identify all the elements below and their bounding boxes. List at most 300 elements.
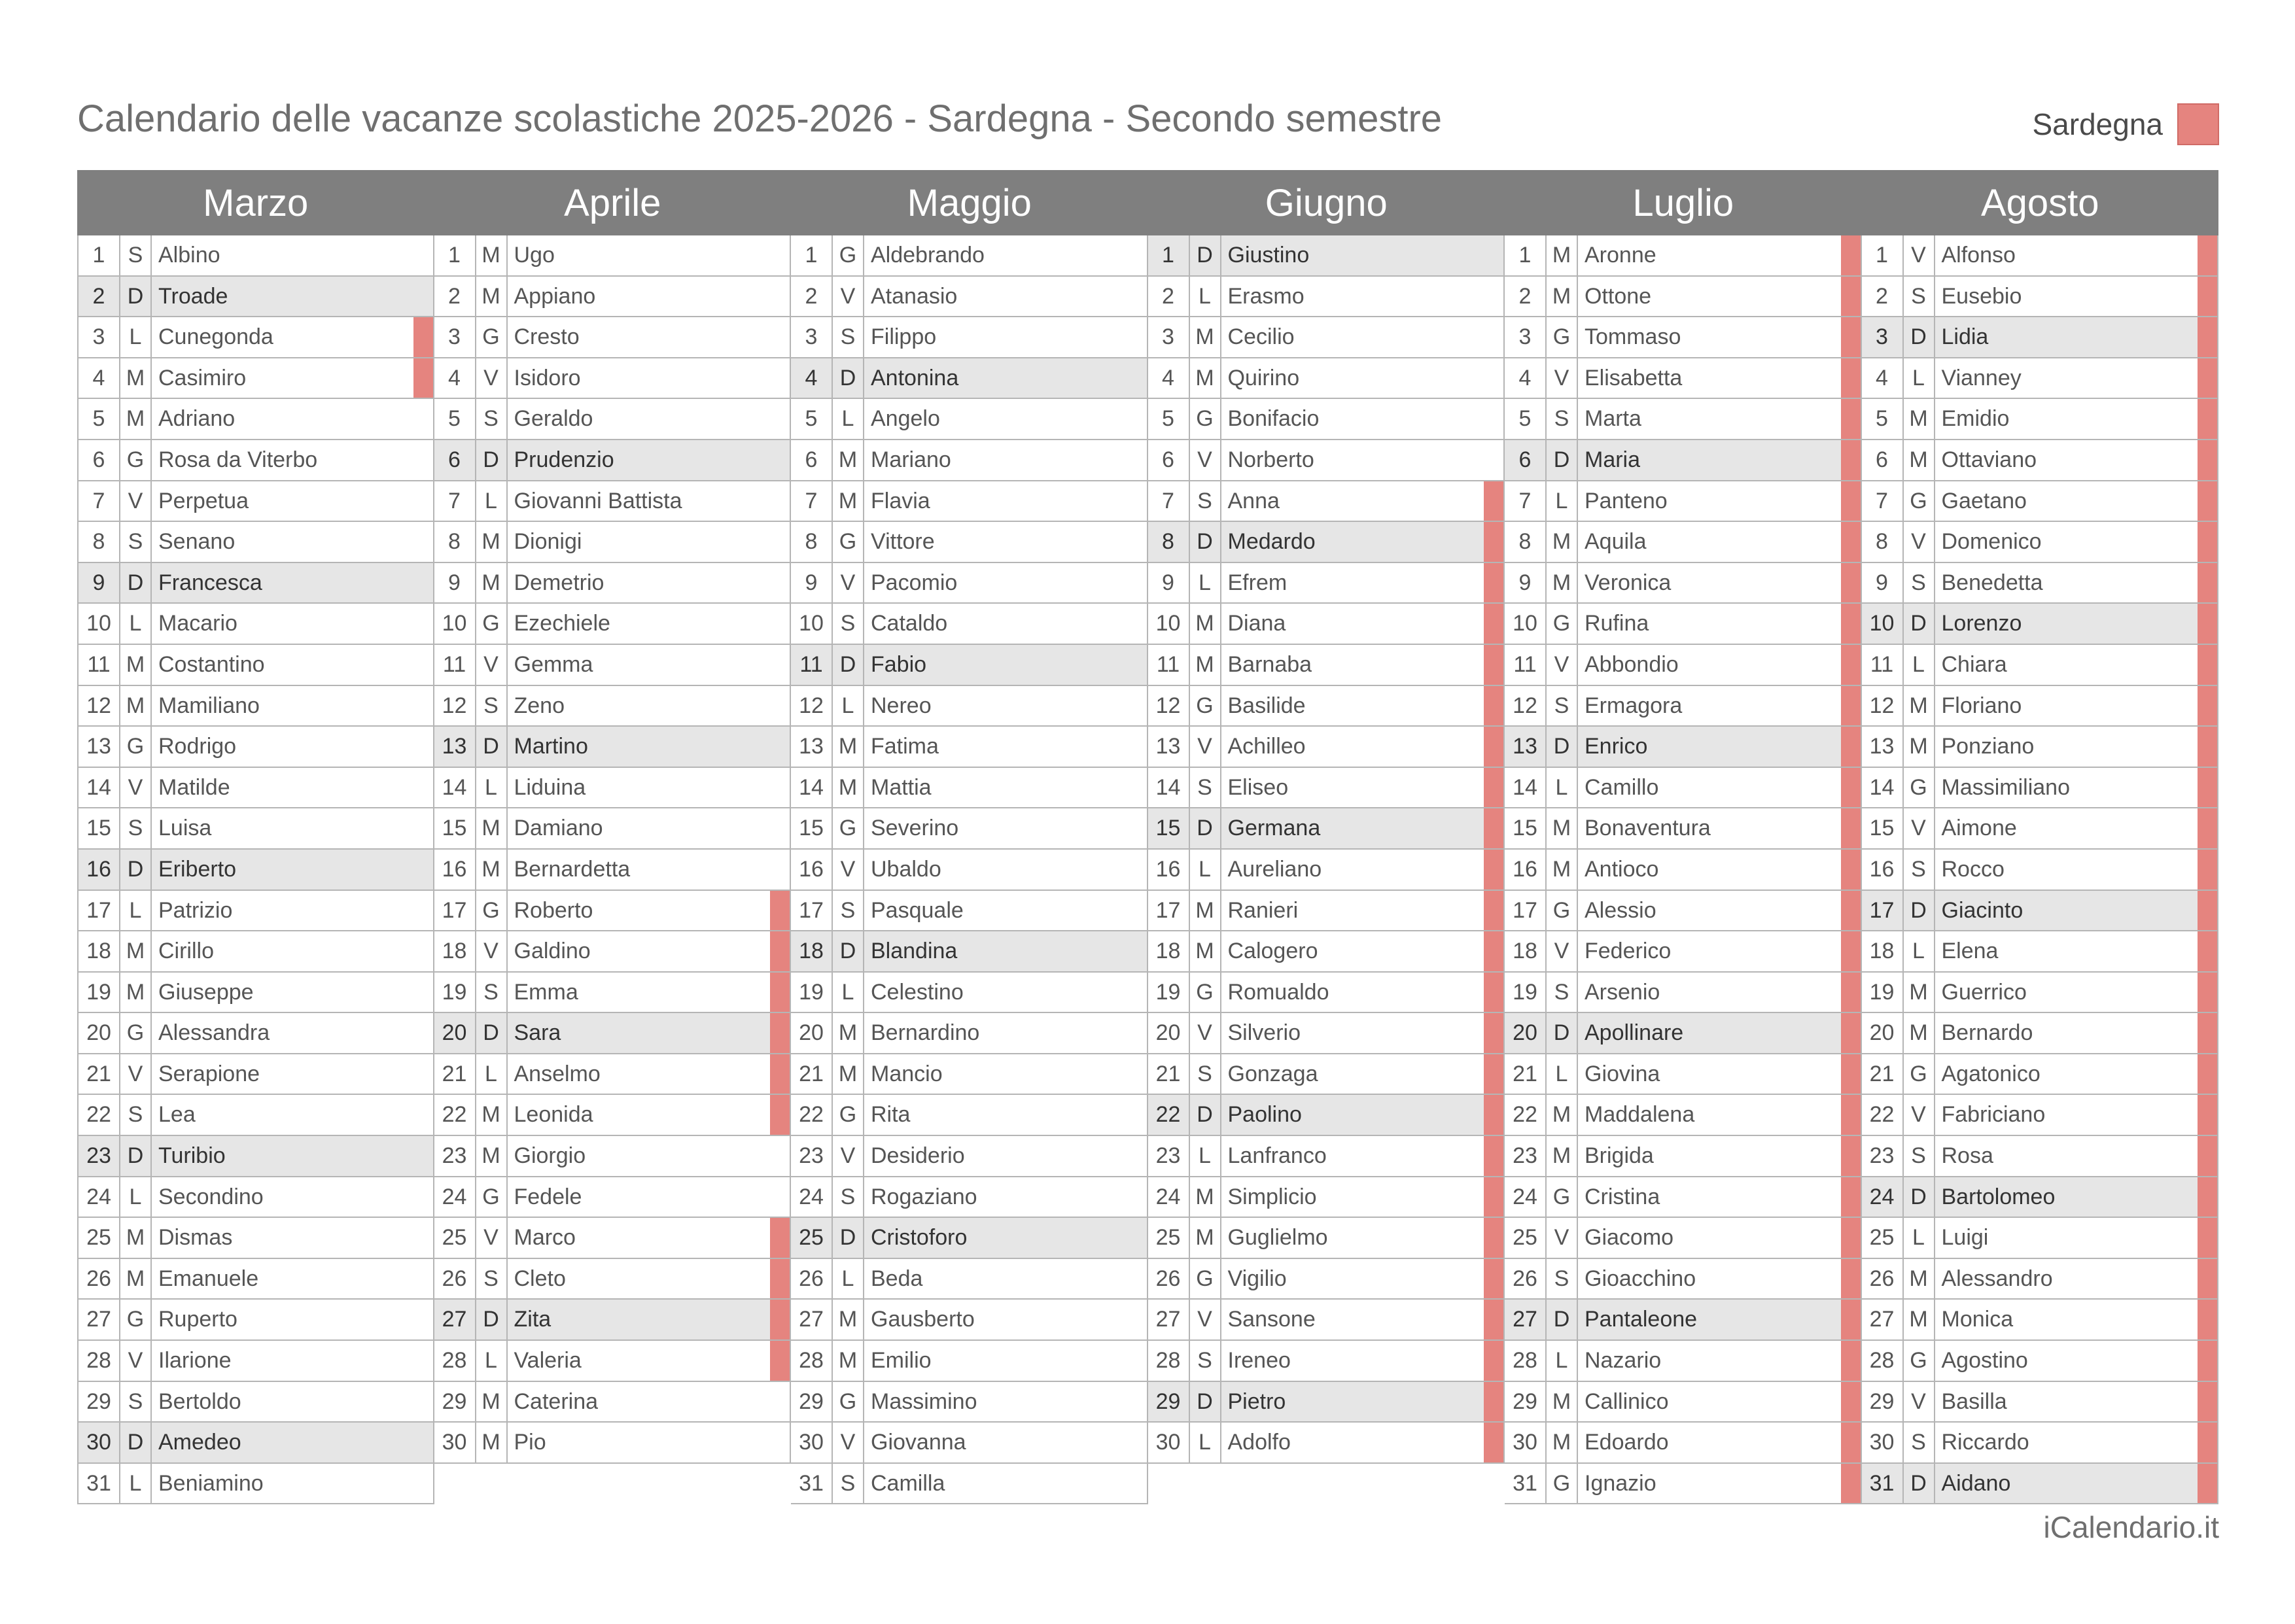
day-number: 5 xyxy=(791,399,833,439)
saint-name: Macario xyxy=(158,611,237,636)
holiday-marker xyxy=(1127,522,1147,562)
weekday-letter: D xyxy=(833,645,864,685)
saint-name: Rosa da Viterbo xyxy=(158,447,318,472)
day-row xyxy=(1148,1095,1504,1136)
saint-name: Atanasio xyxy=(871,283,958,309)
holiday-marker xyxy=(413,1423,433,1462)
day-row xyxy=(1505,850,1861,891)
holiday-marker xyxy=(770,1013,790,1053)
weekday-letter: L xyxy=(833,399,864,439)
saint-name: Barnaba xyxy=(1227,651,1312,677)
holiday-marker xyxy=(1841,808,1861,848)
day-number: 22 xyxy=(1505,1095,1547,1135)
holiday-marker xyxy=(1841,727,1861,767)
holiday-marker xyxy=(770,1423,790,1462)
day-number: 2 xyxy=(79,277,120,317)
saint-name: Arsenio xyxy=(1585,979,1660,1005)
day-row xyxy=(79,931,433,973)
month-column-agosto xyxy=(1862,170,2219,1504)
saint-name: Pantaleone xyxy=(1585,1307,1698,1332)
saint-name: Emilio xyxy=(871,1348,932,1373)
day-number: 22 xyxy=(434,1095,476,1135)
holiday-marker xyxy=(413,604,433,644)
day-row xyxy=(1862,645,2218,686)
weekday-letter: L xyxy=(1190,850,1221,890)
day-list xyxy=(1505,235,1862,1504)
holiday-marker xyxy=(1841,850,1861,890)
day-row xyxy=(791,440,1147,481)
saint-name: Antonina xyxy=(871,365,959,390)
day-number: 18 xyxy=(1505,931,1547,971)
saint-name: Ireneo xyxy=(1227,1348,1291,1373)
day-row xyxy=(79,1259,433,1300)
holiday-marker xyxy=(1841,1136,1861,1176)
day-row xyxy=(1862,1177,2218,1218)
saint-name: Enrico xyxy=(1585,734,1648,759)
month-header: Giugno xyxy=(1148,170,1505,235)
day-number: 7 xyxy=(791,481,833,521)
day-row xyxy=(1148,686,1504,727)
day-number: 21 xyxy=(1862,1054,1904,1094)
day-number: 23 xyxy=(434,1136,476,1176)
saint-name: Paolino xyxy=(1227,1102,1302,1128)
saint-name: Troade xyxy=(158,283,228,309)
holiday-marker xyxy=(1127,1341,1147,1381)
weekday-letter: M xyxy=(120,358,152,398)
day-row xyxy=(791,808,1147,850)
holiday-marker xyxy=(1484,727,1503,767)
saint-name: Giustino xyxy=(1227,243,1310,268)
weekday-letter: M xyxy=(1547,808,1578,848)
weekday-letter: G xyxy=(1904,768,1935,808)
day-row xyxy=(1148,317,1504,358)
holiday-marker xyxy=(770,235,790,275)
day-row xyxy=(434,317,790,358)
holiday-marker xyxy=(770,522,790,562)
saint-name: Dionigi xyxy=(514,529,582,555)
day-row xyxy=(434,768,790,809)
day-number: 30 xyxy=(791,1423,833,1462)
saint-name: Damiano xyxy=(514,816,603,841)
day-row xyxy=(791,727,1147,768)
holiday-marker xyxy=(770,317,790,357)
holiday-marker xyxy=(1127,1382,1147,1422)
holiday-marker xyxy=(1127,686,1147,726)
saint-name: Apollinare xyxy=(1585,1020,1684,1046)
day-number: 4 xyxy=(434,358,476,398)
saint-name: Ruperto xyxy=(158,1307,237,1332)
holiday-marker xyxy=(1484,1300,1503,1339)
saint-name: Secondino xyxy=(158,1184,264,1209)
holiday-marker xyxy=(413,317,433,357)
weekday-letter: M xyxy=(476,277,508,317)
day-row xyxy=(1505,1341,1861,1382)
day-number: 4 xyxy=(79,358,120,398)
day-row xyxy=(434,891,790,932)
holiday-marker xyxy=(413,1464,433,1504)
weekday-letter: M xyxy=(476,1423,508,1462)
saint-name: Aquila xyxy=(1585,529,1647,555)
day-row xyxy=(434,235,790,277)
day-row xyxy=(434,1136,790,1177)
saint-name: Diana xyxy=(1227,611,1286,636)
weekday-letter: S xyxy=(120,1095,152,1135)
holiday-marker xyxy=(770,399,790,439)
day-number: 24 xyxy=(1148,1177,1190,1217)
day-row xyxy=(791,358,1147,400)
weekday-letter: D xyxy=(1547,727,1578,767)
holiday-marker xyxy=(2198,277,2217,317)
weekday-letter: S xyxy=(1190,768,1221,808)
saint-name: Emma xyxy=(514,979,578,1005)
holiday-marker xyxy=(1841,973,1861,1012)
day-row xyxy=(1862,1259,2218,1300)
month-column-marzo xyxy=(77,170,434,1504)
saint-name: Bonifacio xyxy=(1227,406,1320,432)
saint-name: Silverio xyxy=(1227,1020,1301,1046)
holiday-marker xyxy=(1484,1095,1503,1135)
day-number: 9 xyxy=(1862,563,1904,603)
saint-name: Mamiliano xyxy=(158,693,260,718)
holiday-marker xyxy=(2198,768,2217,808)
holiday-marker xyxy=(1841,522,1861,562)
saint-name: Pio xyxy=(514,1430,546,1455)
day-row xyxy=(79,973,433,1014)
day-row xyxy=(791,317,1147,358)
weekday-letter: S xyxy=(1904,1136,1935,1176)
holiday-marker xyxy=(1127,604,1147,644)
weekday-letter: L xyxy=(1904,931,1935,971)
saint-name: Alessandro xyxy=(1941,1266,2053,1291)
day-number: 15 xyxy=(791,808,833,848)
day-row xyxy=(1505,1259,1861,1300)
weekday-letter: D xyxy=(120,563,152,603)
day-row xyxy=(434,1013,790,1054)
holiday-marker xyxy=(2198,686,2217,726)
saint-name: Giuseppe xyxy=(158,979,254,1005)
saint-name: Ranieri xyxy=(1227,897,1299,923)
saint-name: Achilleo xyxy=(1227,734,1306,759)
day-row xyxy=(79,277,433,318)
day-row xyxy=(79,1095,433,1136)
saint-name: Camilla xyxy=(871,1470,945,1496)
saint-name: Romualdo xyxy=(1227,979,1329,1005)
day-row xyxy=(1148,1136,1504,1177)
day-row xyxy=(791,235,1147,277)
saint-name: Mattia xyxy=(871,774,932,800)
saint-name: Dismas xyxy=(158,1225,233,1251)
day-number: 26 xyxy=(1862,1259,1904,1299)
day-row xyxy=(434,481,790,523)
day-row xyxy=(79,808,433,850)
holiday-marker xyxy=(770,850,790,890)
saint-name: Ilarione xyxy=(158,1348,232,1373)
saint-name: Lanfranco xyxy=(1227,1143,1327,1169)
month-column-maggio xyxy=(791,170,1148,1504)
weekday-letter: V xyxy=(1904,1382,1935,1422)
weekday-letter: G xyxy=(476,604,508,644)
day-row xyxy=(1505,1177,1861,1218)
day-row xyxy=(791,973,1147,1014)
weekday-letter: V xyxy=(120,481,152,521)
day-row xyxy=(1148,481,1504,523)
holiday-marker xyxy=(1127,768,1147,808)
saint-name: Vittore xyxy=(871,529,935,555)
holiday-marker xyxy=(1127,931,1147,971)
day-number: 29 xyxy=(1862,1382,1904,1422)
day-number: 12 xyxy=(434,686,476,726)
weekday-letter: G xyxy=(1547,317,1578,357)
saint-name: Ugo xyxy=(514,243,555,268)
holiday-marker xyxy=(1127,235,1147,275)
saint-name: Giovanni Battista xyxy=(514,488,682,513)
weekday-letter: V xyxy=(833,1136,864,1176)
day-row xyxy=(1148,645,1504,686)
day-number: 11 xyxy=(434,645,476,685)
day-number: 25 xyxy=(791,1218,833,1258)
saint-name: Prudenzio xyxy=(514,447,614,472)
day-row xyxy=(1862,277,2218,318)
day-row xyxy=(1862,891,2218,932)
saint-name: Liduina xyxy=(514,774,586,800)
day-row xyxy=(791,850,1147,891)
day-number: 19 xyxy=(1862,973,1904,1012)
saint-name: Simplicio xyxy=(1227,1184,1317,1209)
holiday-marker xyxy=(1841,563,1861,603)
day-number: 9 xyxy=(791,563,833,603)
day-row xyxy=(1505,1218,1861,1259)
day-number: 27 xyxy=(1505,1300,1547,1339)
day-row xyxy=(434,1300,790,1341)
day-row xyxy=(1505,768,1861,809)
day-number: 15 xyxy=(79,808,120,848)
holiday-marker xyxy=(413,1218,433,1258)
weekday-letter: M xyxy=(476,235,508,275)
saint-name: Perpetua xyxy=(158,488,249,513)
month-column-aprile xyxy=(434,170,792,1504)
saint-name: Ponziano xyxy=(1941,734,2035,759)
saint-name: Roberto xyxy=(514,897,593,923)
weekday-letter: D xyxy=(476,1013,508,1053)
saint-name: Gonzaga xyxy=(1227,1061,1318,1086)
day-row xyxy=(1148,931,1504,973)
holiday-marker xyxy=(413,727,433,767)
day-number: 17 xyxy=(1148,891,1190,931)
weekday-letter: D xyxy=(1190,808,1221,848)
weekday-letter: M xyxy=(1547,522,1578,562)
day-row xyxy=(1148,768,1504,809)
weekday-letter: M xyxy=(120,973,152,1012)
day-row xyxy=(791,522,1147,563)
day-number: 12 xyxy=(79,686,120,726)
weekday-letter: M xyxy=(476,1136,508,1176)
day-row xyxy=(1148,1341,1504,1382)
day-row xyxy=(791,1095,1147,1136)
holiday-marker xyxy=(770,358,790,398)
day-row xyxy=(79,440,433,481)
day-list xyxy=(1148,235,1505,1464)
saint-name: Giorgio xyxy=(514,1143,586,1169)
day-row xyxy=(1148,1054,1504,1096)
holiday-marker xyxy=(2198,563,2217,603)
day-row xyxy=(434,563,790,604)
saint-name: Tommaso xyxy=(1585,324,1681,350)
holiday-marker xyxy=(770,1177,790,1217)
day-number: 7 xyxy=(1148,481,1190,521)
saint-name: Maria xyxy=(1585,447,1641,472)
saint-name: Cristoforo xyxy=(871,1225,968,1251)
saint-name: Celestino xyxy=(871,979,964,1005)
day-row xyxy=(434,973,790,1014)
day-number: 13 xyxy=(434,727,476,767)
day-number: 10 xyxy=(1862,604,1904,644)
holiday-marker xyxy=(1841,1382,1861,1422)
holiday-marker xyxy=(770,973,790,1012)
day-row xyxy=(1505,1423,1861,1464)
saint-name: Adolfo xyxy=(1227,1430,1291,1455)
weekday-letter: L xyxy=(120,891,152,931)
day-number: 5 xyxy=(1862,399,1904,439)
day-row xyxy=(1862,1423,2218,1464)
holiday-marker xyxy=(413,1382,433,1422)
day-row xyxy=(1505,440,1861,481)
day-number: 14 xyxy=(434,768,476,808)
holiday-marker xyxy=(770,1095,790,1135)
day-number: 1 xyxy=(791,235,833,275)
day-row xyxy=(791,1464,1147,1505)
day-row xyxy=(1862,931,2218,973)
weekday-letter: G xyxy=(1904,481,1935,521)
weekday-letter: L xyxy=(120,1464,152,1504)
holiday-marker xyxy=(1484,850,1503,890)
day-number: 8 xyxy=(1505,522,1547,562)
saint-name: Federico xyxy=(1585,939,1672,964)
weekday-letter: V xyxy=(476,931,508,971)
weekday-letter: S xyxy=(1547,973,1578,1012)
saint-name: Elena xyxy=(1941,939,1999,964)
weekday-letter: M xyxy=(1190,1218,1221,1258)
day-row xyxy=(1148,522,1504,563)
saint-name: Gausberto xyxy=(871,1307,975,1332)
day-number: 17 xyxy=(791,891,833,931)
holiday-marker xyxy=(1127,727,1147,767)
day-number: 26 xyxy=(791,1259,833,1299)
weekday-letter: G xyxy=(1547,1464,1578,1504)
day-row xyxy=(791,931,1147,973)
saint-name: Ezechiele xyxy=(514,611,610,636)
saint-name: Bernardo xyxy=(1941,1020,2033,1046)
holiday-marker xyxy=(1484,1423,1503,1462)
weekday-letter: G xyxy=(1190,1259,1221,1299)
weekday-letter: L xyxy=(120,604,152,644)
day-number: 27 xyxy=(1148,1300,1190,1339)
weekday-letter: S xyxy=(1547,399,1578,439)
holiday-marker xyxy=(1484,1218,1503,1258)
holiday-marker xyxy=(1841,891,1861,931)
holiday-marker xyxy=(770,808,790,848)
weekday-letter: G xyxy=(476,1177,508,1217)
day-number: 21 xyxy=(434,1054,476,1094)
day-row xyxy=(1148,399,1504,440)
holiday-marker xyxy=(1484,1259,1503,1299)
saint-name: Bertoldo xyxy=(158,1389,241,1414)
holiday-marker xyxy=(2198,317,2217,357)
holiday-marker xyxy=(1841,1095,1861,1135)
weekday-letter: V xyxy=(833,277,864,317)
weekday-letter: S xyxy=(833,604,864,644)
day-row xyxy=(434,1382,790,1423)
weekday-letter: L xyxy=(1904,645,1935,685)
holiday-marker xyxy=(2198,1259,2217,1299)
holiday-marker xyxy=(1841,277,1861,317)
day-row xyxy=(1862,1095,2218,1136)
day-row xyxy=(1505,973,1861,1014)
day-number: 27 xyxy=(434,1300,476,1339)
holiday-marker xyxy=(2198,604,2217,644)
holiday-marker xyxy=(1484,891,1503,931)
day-number: 27 xyxy=(791,1300,833,1339)
day-number: 23 xyxy=(1505,1136,1547,1176)
holiday-marker xyxy=(1841,317,1861,357)
weekday-letter: M xyxy=(1904,399,1935,439)
saint-name: Aldebrando xyxy=(871,243,985,268)
day-number: 17 xyxy=(79,891,120,931)
day-number: 8 xyxy=(79,522,120,562)
weekday-letter: G xyxy=(833,808,864,848)
day-row xyxy=(791,1136,1147,1177)
day-number: 8 xyxy=(434,522,476,562)
saint-name: Luigi xyxy=(1941,1225,1989,1251)
weekday-letter: V xyxy=(1904,522,1935,562)
day-row xyxy=(434,1423,790,1464)
day-number: 28 xyxy=(1148,1341,1190,1381)
weekday-letter: G xyxy=(476,317,508,357)
saint-name: Rodrigo xyxy=(158,734,237,759)
day-list xyxy=(791,235,1148,1504)
day-row xyxy=(1862,1013,2218,1054)
saint-name: Francesca xyxy=(158,570,262,595)
day-number: 26 xyxy=(434,1259,476,1299)
day-row xyxy=(434,931,790,973)
holiday-marker xyxy=(1484,317,1503,357)
weekday-letter: L xyxy=(1190,1423,1221,1462)
holiday-marker xyxy=(1484,235,1503,275)
day-number: 10 xyxy=(791,604,833,644)
holiday-marker xyxy=(1484,399,1503,439)
day-row xyxy=(791,768,1147,809)
weekday-letter: M xyxy=(1547,235,1578,275)
weekday-letter: G xyxy=(1190,399,1221,439)
weekday-letter: G xyxy=(833,1095,864,1135)
day-number: 9 xyxy=(1505,563,1547,603)
saint-name: Angelo xyxy=(871,406,940,432)
holiday-marker xyxy=(413,1259,433,1299)
holiday-marker xyxy=(2198,235,2217,275)
weekday-letter: M xyxy=(1904,1300,1935,1339)
day-number: 17 xyxy=(1505,891,1547,931)
holiday-marker xyxy=(1127,850,1147,890)
weekday-letter: M xyxy=(1547,1423,1578,1462)
weekday-letter: S xyxy=(833,1177,864,1217)
day-number: 21 xyxy=(79,1054,120,1094)
day-number: 14 xyxy=(1862,768,1904,808)
weekday-letter: V xyxy=(833,1423,864,1462)
weekday-letter: D xyxy=(1547,1300,1578,1339)
weekday-letter: M xyxy=(1547,1095,1578,1135)
saint-name: Marco xyxy=(514,1225,576,1251)
saint-name: Germana xyxy=(1227,816,1321,841)
holiday-marker xyxy=(1484,808,1503,848)
